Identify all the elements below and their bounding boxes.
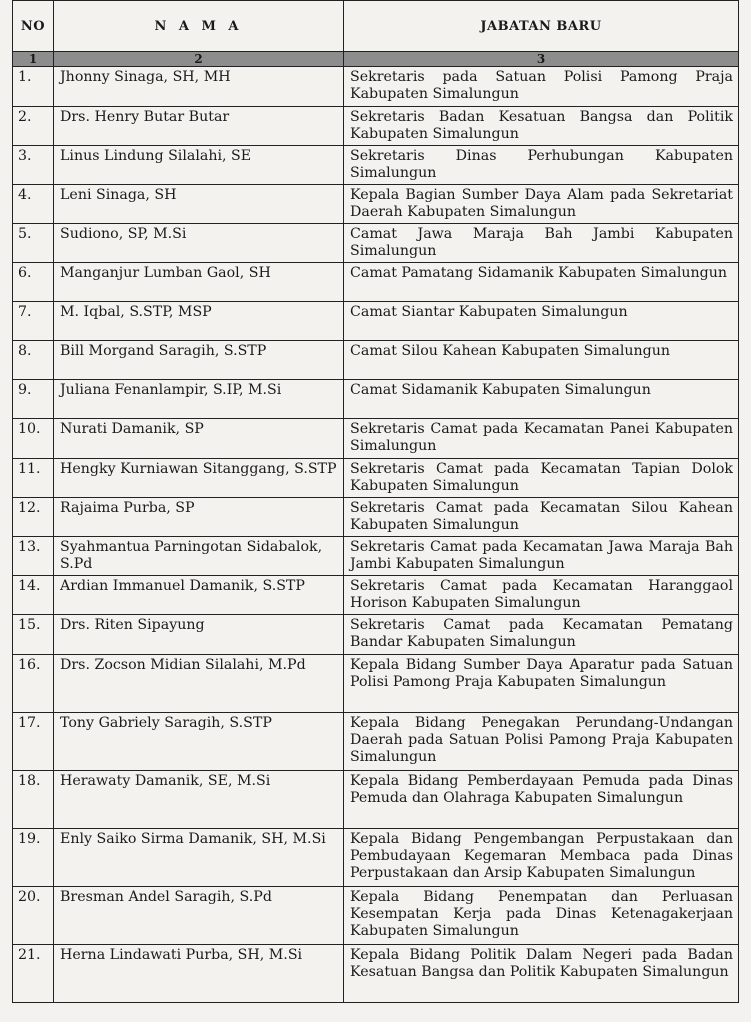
row-position: Sekretaris Camat pada Kecamatan Panei Kabupaten Simalungun [344,419,739,459]
row-position: Kepala Bidang Sumber Daya Aparatur pada Satuan Polisi Pamong Praja Kabupaten Simalungun [344,655,739,713]
row-name: Leni Sinaga, SH [54,185,344,224]
row-position: Kepala Bidang Politik Dalam Negeri pada Badan Kesatuan Bangsa dan Politik Kabupaten Simalungun [344,945,739,1003]
row-position: Kepala Bidang Penempatan dan Perluasan Kesempatan Kerja pada Dinas Ketenagakerjaan Kabupaten Simalungun [344,887,739,945]
row-number: 1. [13,67,54,107]
row-number: 2. [13,107,54,146]
row-position: Sekretaris Camat pada Kecamatan Tapian Dolok Kabupaten Simalungun [344,459,739,498]
row-number: 10. [13,419,54,459]
table-row [13,771,739,829]
row-name: Bill Morgand Saragih, S.STP [54,341,344,380]
row-number: 14. [13,576,54,615]
row-position: Sekretaris Camat pada Kecamatan Silou Kahean Kabupaten Simalungun [344,498,739,537]
table-row [13,380,739,419]
row-name: Bresman Andel Saragih, S.Pd [54,887,344,945]
row-number: 19. [13,829,54,887]
row-name: Drs. Henry Butar Butar [54,107,344,146]
table-row [13,341,739,380]
row-name: Tony Gabriely Saragih, S.STP [54,713,344,771]
row-name: Enly Saiko Sirma Damanik, SH, M.Si [54,829,344,887]
row-number: 3. [13,146,54,185]
row-position: Sekretaris Camat pada Kecamatan Haranggaol Horison Kabupaten Simalungun [344,576,739,615]
row-position: Camat Sidamanik Kabupaten Simalungun [344,380,739,419]
table-row [13,887,739,945]
row-number: 20. [13,887,54,945]
table-row [13,945,739,1003]
row-name: Linus Lindung Silalahi, SE [54,146,344,185]
row-name: Manganjur Lumban Gaol, SH [54,263,344,302]
row-number: 9. [13,380,54,419]
row-position: Sekretaris Badan Kesatuan Bangsa dan Politik Kabupaten Simalungun [344,107,739,146]
row-name: Sudiono, SP, M.Si [54,224,344,263]
row-number: 12. [13,498,54,537]
row-position: Sekretaris Camat pada Kecamatan Jawa Maraja Bah Jambi Kabupaten Simalungun [344,537,739,576]
row-position: Kepala Bidang Pengembangan Perpustakaan dan Pembudayaan Kegemaran Membaca pada Dinas Perpustakaan dan Arsip Kabupaten Simalungun [344,829,739,887]
row-number: 4. [13,185,54,224]
appointment-table [12,0,739,1003]
row-position: Camat Siantar Kabupaten Simalungun [344,302,739,341]
row-number: 18. [13,771,54,829]
row-position: Kepala Bidang Penegakan Perundang-Undangan Daerah pada Satuan Polisi Pamong Praja Kabupaten Simalungun [344,713,739,771]
row-number: 17. [13,713,54,771]
row-position: Camat Silou Kahean Kabupaten Simalungun [344,341,739,380]
row-name: Herna Lindawati Purba, SH, M.Si [54,945,344,1003]
row-name: M. Iqbal, S.STP, MSP [54,302,344,341]
row-name: Jhonny Sinaga, SH, MH [54,67,344,107]
table-row [13,713,739,771]
row-number: 15. [13,615,54,655]
row-position: Kepala Bagian Sumber Daya Alam pada Sekretariat Daerah Kabupaten Simalungun [344,185,739,224]
row-position: Camat Jawa Maraja Bah Jambi Kabupaten Simalungun [344,224,739,263]
row-number: 7. [13,302,54,341]
row-number: 8. [13,341,54,380]
header-no: NO [13,1,54,52]
row-number: 13. [13,537,54,576]
table-row [13,302,739,341]
row-name: Nurati Damanik, SP [54,419,344,459]
row-position: Sekretaris pada Satuan Polisi Pamong Praja Kabupaten Simalungun [344,67,739,107]
column-index-row [13,52,739,67]
table-row [13,263,739,302]
row-position: Camat Pamatang Sidamanik Kabupaten Simalungun [344,263,739,302]
column-index: 3 [344,52,739,67]
table-row [13,537,739,576]
row-name: Rajaima Purba, SP [54,498,344,537]
table-row [13,498,739,537]
document-page [12,0,738,1022]
table-row [13,146,739,185]
row-number: 5. [13,224,54,263]
header-nama: N A M A [54,1,344,52]
row-number: 11. [13,459,54,498]
table-row [13,459,739,498]
row-number: 16. [13,655,54,713]
row-position: Sekretaris Dinas Perhubungan Kabupaten Simalungun [344,146,739,185]
header-jabatan: JABATAN BARU [344,1,739,52]
table-header-row [13,1,739,52]
table-row [13,655,739,713]
row-name: Hengky Kurniawan Sitanggang, S.STP [54,459,344,498]
table-row [13,107,739,146]
row-name: Drs. Zocson Midian Silalahi, M.Pd [54,655,344,713]
table-row [13,185,739,224]
row-name: Syahmantua Parningotan Sidabalok, S.Pd [54,537,344,576]
row-name: Ardian Immanuel Damanik, S.STP [54,576,344,615]
row-position: Kepala Bidang Pemberdayaan Pemuda pada Dinas Pemuda dan Olahraga Kabupaten Simalungun [344,771,739,829]
row-position: Sekretaris Camat pada Kecamatan Pematang Bandar Kabupaten Simalungun [344,615,739,655]
table-row [13,576,739,615]
table-row [13,224,739,263]
row-name: Drs. Riten Sipayung [54,615,344,655]
table-row [13,419,739,459]
table-row [13,615,739,655]
row-name: Herawaty Damanik, SE, M.Si [54,771,344,829]
column-index: 1 [13,52,54,67]
row-number: 21. [13,945,54,1003]
row-number: 6. [13,263,54,302]
column-index: 2 [54,52,344,67]
table-row [13,829,739,887]
row-name: Juliana Fenanlampir, S.IP, M.Si [54,380,344,419]
table-row [13,67,739,107]
